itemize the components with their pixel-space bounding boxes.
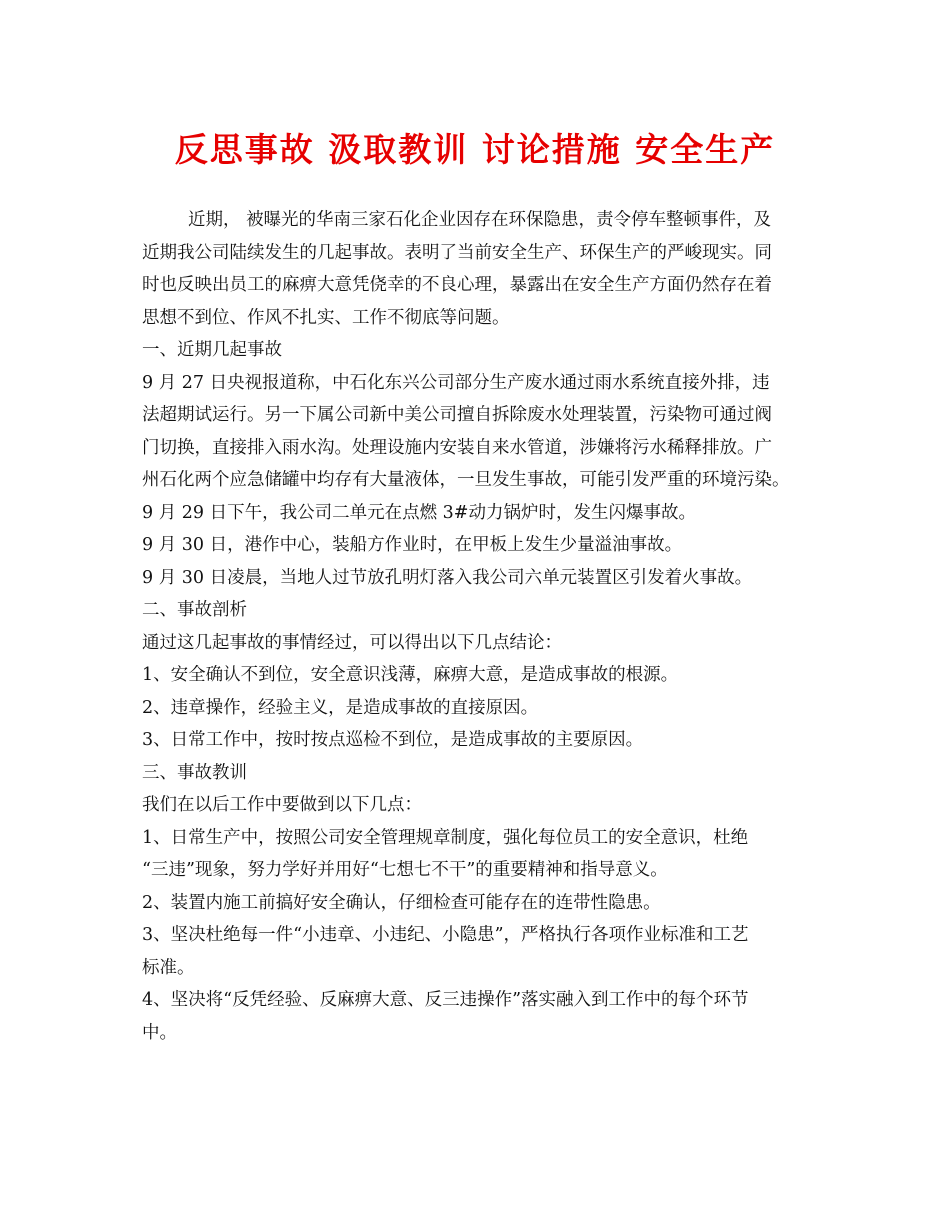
- paragraph-line: 近期， 被曝光的华南三家石化企业因存在环保隐患，责令停车整顿事件，及: [188, 210, 772, 230]
- paragraph-line: 州石化两个应急储罐中均存有大量液体，一旦发生事故，可能引发严重的环境污染。: [142, 470, 790, 490]
- paragraph-line: 通过这几起事故的事情经过，可以得出以下几点结论：: [142, 632, 562, 653]
- section-heading: 三、事故教训: [142, 762, 247, 783]
- list-item: 2、装置内施工前搞好安全确认，仔细检查可能存在的连带性隐患。: [142, 892, 661, 913]
- list-item-continuation: 中。: [142, 1022, 177, 1043]
- paragraph-line: 思想不到位、作风不扎实、工作不彻底等问题。: [142, 307, 510, 328]
- paragraph-line: 法超期试运行。另一下属公司新中美公司擅自拆除废水处理装置，污染物可通过阀: [142, 405, 772, 425]
- list-item: 2、违章操作，经验主义，是造成事故的直接原因。: [142, 697, 539, 718]
- list-item: 4、坚决将“反凭经验、反麻痹大意、反三违操作”落实融入到工作中的每个环节: [142, 990, 749, 1010]
- list-item: 1、安全确认不到位，安全意识浅薄，麻痹大意，是造成事故的根源。: [142, 665, 679, 685]
- section-heading: 一、近期几起事故: [142, 340, 282, 360]
- paragraph-line: 时也反映出员工的麻痹大意凭侥幸的不良心理，暴露出在安全生产方面仍然存在着: [142, 275, 772, 295]
- list-item-continuation: “三违”现象，努力学好并用好“七想七不干”的重要精神和指导意义。: [142, 860, 668, 880]
- paragraph-line: 9 月 30 日，港作中心，装船方作业时，在甲板上发生少量溢油事故。: [142, 535, 683, 555]
- paragraph-line: 近期我公司陆续发生的几起事故。表明了当前安全生产、环保生产的严峻现实。同: [142, 242, 772, 263]
- list-item: 3、坚决杜绝每一件“小违章、小违纪、小隐患”，严格执行各项作业标准和工艺: [142, 925, 749, 945]
- list-item-continuation: 标准。: [142, 957, 195, 978]
- section-heading: 二、事故剖析: [142, 600, 247, 620]
- paragraph-line: 9 月 27 日央视报道称，中石化东兴公司部分生产废水通过雨水系统直接外排，违: [142, 372, 770, 393]
- paragraph-line: 我们在以后工作中要做到以下几点：: [142, 795, 422, 815]
- document-body: [142, 204, 822, 1049]
- document-title: 反思事故 汲取教训 讨论措施 安全生产: [174, 130, 776, 169]
- paragraph-line: 9 月 29 日下午，我公司二单元在点燃 3#动力锅炉时，发生闪爆事故。: [142, 502, 696, 523]
- list-item: 1、日常生产中，按照公司安全管理规章制度，强化每位员工的安全意识，杜绝: [142, 827, 749, 848]
- paragraph-line: 9 月 30 日凌晨，当地人过节放孔明灯落入我公司六单元装置区引发着火事故。: [142, 567, 753, 588]
- list-item: 3、日常工作中，按时按点巡检不到位，是造成事故的主要原因。: [142, 730, 644, 750]
- paragraph-line: 门切换，直接排入雨水沟。处理设施内安装自来水管道，涉嫌将污水稀释排放。广: [142, 437, 772, 458]
